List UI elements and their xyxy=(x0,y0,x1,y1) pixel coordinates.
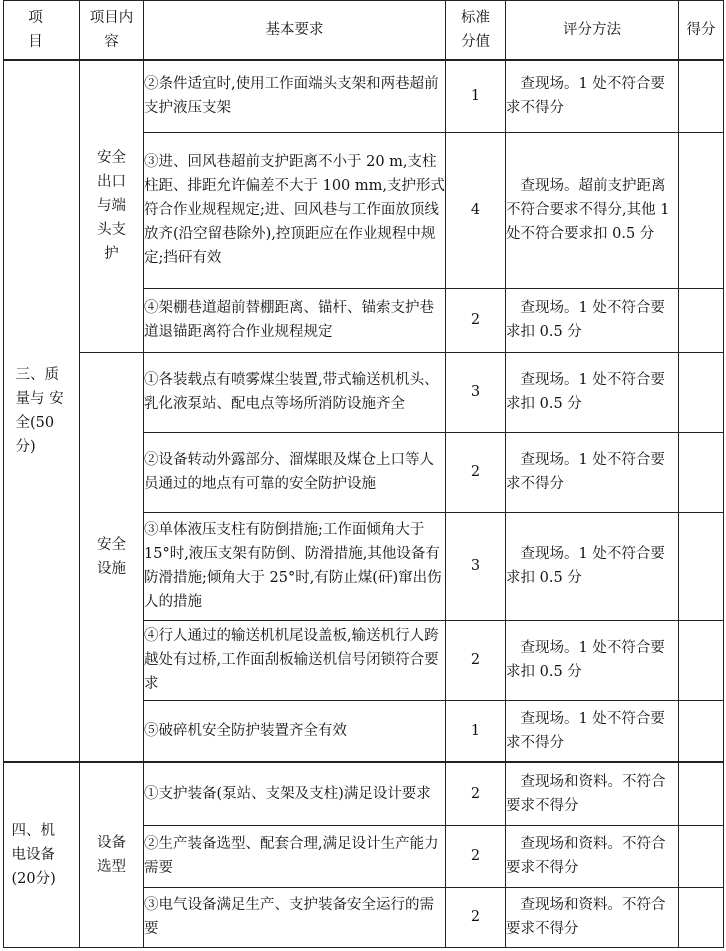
obtained-cell xyxy=(679,762,724,825)
score-cell: 1 xyxy=(446,700,506,762)
obtained-cell xyxy=(679,352,724,432)
header-row xyxy=(4,1,724,61)
method-cell: 查现场。1 处不符合要求不得分 xyxy=(506,700,679,762)
requirement-cell: ④架棚巷道超前替棚距离、锚杆、锚索支护巷道退锚距离符合作业规程规定 xyxy=(144,288,446,352)
requirement-cell: ④行人通过的输送机机尾设盖板,输送机行人跨越处有过桥,工作面刮板输送机信号闭锁符合要求 xyxy=(144,620,446,700)
requirement-cell: ①支护装备(泵站、支架及支柱)满足设计要求 xyxy=(144,762,446,825)
obtained-cell xyxy=(679,700,724,762)
score-cell: 2 xyxy=(446,762,506,825)
header-requirement: 基本要求 xyxy=(144,1,446,61)
obtained-cell xyxy=(679,288,724,352)
requirement-cell: ②设备转动外露部分、溜煤眼及煤仓上口等人员通过的地点有可靠的安全防护设施 xyxy=(144,432,446,512)
content-cell: 安全出口与端头支护 xyxy=(80,60,144,352)
method-cell: 查现场。1 处不符合要求扣 0.5 分 xyxy=(506,620,679,700)
method-cell: 查现场。1 处不符合要求不得分 xyxy=(506,60,679,132)
score-cell: 1 xyxy=(446,60,506,132)
requirement-cell: ⑤破碎机安全防护装置齐全有效 xyxy=(144,700,446,762)
header-score: 标准分值 xyxy=(446,1,506,61)
header-obtained: 得分 xyxy=(679,1,724,61)
scoring-table xyxy=(3,0,724,948)
obtained-cell xyxy=(679,432,724,512)
score-cell: 3 xyxy=(446,512,506,620)
obtained-cell xyxy=(679,132,724,288)
method-cell: 查现场。超前支护距离不符合要求不得分,其他 1 处不符合要求扣 0.5 分 xyxy=(506,132,679,288)
method-cell: 查现场。1 处不符合要求扣 0.5 分 xyxy=(506,512,679,620)
score-cell: 2 xyxy=(446,288,506,352)
method-cell: 查现场和资料。不符合要求不得分 xyxy=(506,762,679,825)
obtained-cell xyxy=(679,60,724,132)
header-method: 评分方法 xyxy=(506,1,679,61)
obtained-cell xyxy=(679,887,724,947)
requirement-cell: ②生产装备选型、配套合理,满足设计生产能力需要 xyxy=(144,825,446,887)
header-project: 项 目 xyxy=(4,1,80,61)
method-cell: 查现场。1 处不符合要求扣 0.5 分 xyxy=(506,352,679,432)
table-row xyxy=(4,60,724,132)
group-project-cell: 四、机 电设备(20分) xyxy=(4,762,80,947)
content-cell: 安全设施 xyxy=(80,352,144,762)
method-cell: 查现场。1 处不符合要求扣 0.5 分 xyxy=(506,288,679,352)
score-cell: 2 xyxy=(446,432,506,512)
requirement-cell: ③电气设备满足生产、支护装备安全运行的需要 xyxy=(144,887,446,947)
score-cell: 2 xyxy=(446,887,506,947)
obtained-cell xyxy=(679,825,724,887)
table-row xyxy=(4,762,724,825)
obtained-cell xyxy=(679,620,724,700)
score-cell: 2 xyxy=(446,620,506,700)
method-cell: 查现场和资料。不符合要求不得分 xyxy=(506,887,679,947)
method-cell: 查现场。1 处不符合要求不得分 xyxy=(506,432,679,512)
requirement-cell: ①各装载点有喷雾煤尘装置,带式输送机机头、乳化液泵站、配电点等场所消防设施齐全 xyxy=(144,352,446,432)
obtained-cell xyxy=(679,512,724,620)
content-cell: 设备选型 xyxy=(80,762,144,947)
table-row xyxy=(4,352,724,432)
requirement-cell: ③进、回风巷超前支护距离不小于 20 m,支柱柱距、排距允许偏差不大于 100 mm,支护形式符合作业规程规定;进、回风巷与工作面放顶线放齐(沿空留巷除外),控顶距应在作业规程中规定;挡矸有效 xyxy=(144,132,446,288)
score-cell: 2 xyxy=(446,825,506,887)
requirement-cell: ③单体液压支柱有防倒措施;工作面倾角大于 15°时,液压支架有防倒、防滑措施,其他设备有防滑措施;倾角大于 25°时,有防止煤(矸)窜出伤人的措施 xyxy=(144,512,446,620)
score-cell: 4 xyxy=(446,132,506,288)
method-cell: 查现场和资料。不符合要求不得分 xyxy=(506,825,679,887)
header-content: 项目内容 xyxy=(80,1,144,61)
requirement-cell: ②条件适宜时,使用工作面端头支架和两巷超前支护液压支架 xyxy=(144,60,446,132)
group-project-cell: 三、质量与 安 全(50 分) xyxy=(4,60,80,762)
score-cell: 3 xyxy=(446,352,506,432)
